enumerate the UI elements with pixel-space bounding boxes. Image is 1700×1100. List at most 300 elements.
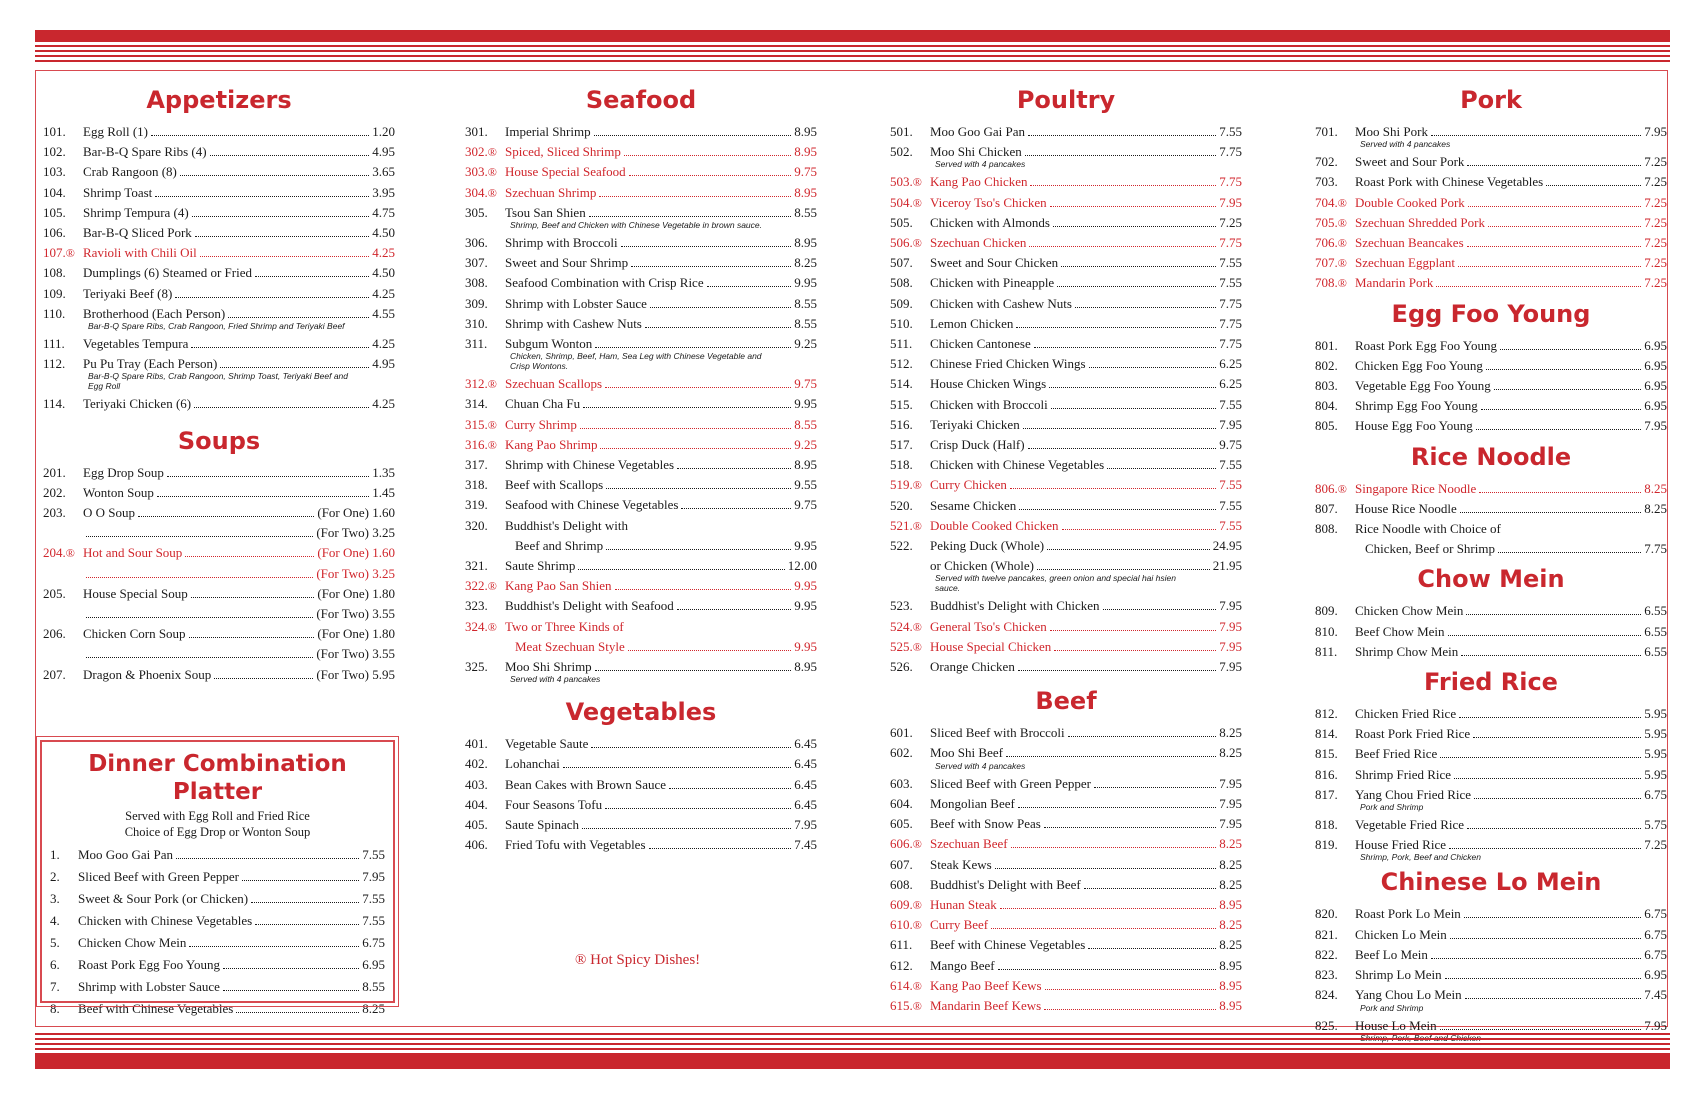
dot-leader: [583, 407, 791, 408]
item-price: 7.55: [1219, 396, 1242, 412]
item-price: 1.45: [372, 484, 395, 500]
item-number-text: 509.: [890, 295, 913, 311]
item-name: Chicken with Chinese Vegetables: [930, 457, 1105, 473]
dot-leader: [631, 266, 791, 267]
dot-leader: [1464, 917, 1641, 918]
item-number-text: 704.: [1315, 194, 1338, 210]
item-price: 7.25: [1219, 214, 1242, 230]
item-number-text: 810.: [1315, 623, 1338, 639]
item-price: 6.75: [1644, 906, 1667, 922]
item-name: Dumplings (6) Steamed or Fried: [83, 265, 252, 281]
item-number-text: 703.: [1315, 174, 1338, 190]
item-price: 7.75: [1219, 295, 1242, 311]
item-price: 8.25: [1219, 937, 1242, 953]
item-note: Served with twelve pancakes, green onion and special hai hsien sauce.: [935, 573, 1176, 594]
item-number: [43, 304, 83, 324]
item-number-text: 522.: [890, 538, 913, 554]
dot-leader: [1034, 347, 1217, 348]
item-name: Steak Kews: [930, 856, 992, 872]
item-number: [465, 475, 505, 495]
item-name: Bar-B-Q Spare Ribs (4): [83, 144, 207, 160]
item-number-text: 204.: [43, 545, 66, 561]
item-price: 4.50: [372, 265, 395, 281]
dot-leader: [1431, 135, 1641, 136]
item-number: [1315, 904, 1355, 924]
menu-item: [1315, 601, 1667, 621]
dot-leader: [200, 256, 369, 257]
item-number: [465, 795, 505, 815]
hot-pepper-icon: ®: [65, 546, 75, 561]
hot-pepper-icon: ®: [1337, 215, 1347, 230]
menu-item: [1315, 152, 1667, 172]
item-number-text: 610.: [890, 917, 913, 933]
item-name: Shrimp with Lobster Sauce: [78, 979, 220, 994]
menu-item: [1315, 519, 1667, 539]
item-price: 7.25: [1644, 275, 1667, 291]
item-name: Fried Tofu with Vegetables: [505, 837, 646, 853]
item-number: [50, 888, 78, 910]
item-number: [1315, 724, 1355, 744]
menu-item: [43, 463, 395, 483]
menu-item: [890, 637, 1242, 657]
menu-section-vegetables: [465, 698, 817, 855]
item-price: 6.95: [1644, 357, 1667, 373]
item-number: [465, 233, 505, 253]
item-price: 6.75: [1644, 926, 1667, 942]
item-number: [43, 183, 83, 203]
dot-leader: [1450, 938, 1642, 939]
item-name: Teriyaki Chicken (6): [83, 396, 192, 412]
item-number-text: 501.: [890, 124, 913, 139]
item-number-text: 615.: [890, 997, 913, 1013]
item-name: Shrimp with Chinese Vegetables: [505, 457, 675, 473]
item-number: [1315, 744, 1355, 764]
item-price: 7.25: [1644, 174, 1667, 190]
menu-item: [890, 193, 1242, 213]
dot-leader: [624, 155, 791, 156]
menu-item: [890, 233, 1242, 253]
item-number-text: 101.: [43, 124, 66, 139]
dot-leader: [1449, 848, 1641, 849]
item-number-text: 112.: [43, 356, 66, 372]
dot-leader: [1049, 387, 1216, 388]
item-name: Chicken Chow Mein: [78, 935, 187, 950]
dot-leader: [151, 135, 369, 136]
item-number: [890, 996, 930, 1016]
dot-leader: [1016, 327, 1216, 328]
item-name: Mandarin Beef Kews: [930, 997, 1042, 1013]
item-number-text: 302.: [465, 144, 488, 160]
item-number: [465, 142, 505, 162]
item-price: 7.95: [1219, 816, 1242, 832]
dot-leader: [189, 946, 359, 947]
item-number: [465, 495, 505, 515]
menu-item: [465, 734, 817, 754]
dot-leader: [1466, 614, 1641, 615]
menu-item: [890, 935, 1242, 955]
item-price: 1.35: [372, 464, 395, 480]
menu-item: [890, 122, 1242, 142]
item-name: Beef with Snow Peas: [930, 816, 1041, 832]
item-number: [43, 463, 83, 483]
item-number-text: 525.: [890, 638, 913, 654]
menu-item: [1315, 642, 1667, 662]
dot-leader: [605, 808, 791, 809]
item-number-text: 517.: [890, 437, 913, 453]
item-number: [465, 203, 505, 223]
section-title: Chinese Lo Mein: [1380, 868, 1602, 897]
dot-leader: [228, 317, 369, 318]
menu-item: [890, 956, 1242, 976]
menu-item: [890, 814, 1242, 834]
item-number-text: 605.: [890, 816, 913, 832]
item-name: Chicken with Cashew Nuts: [930, 295, 1072, 311]
menu-item: [465, 835, 817, 855]
hot-pepper-icon: ®: [912, 478, 922, 493]
item-name: Chicken Cantonese: [930, 336, 1031, 352]
item-price: 9.75: [1219, 437, 1242, 453]
item-number: [465, 657, 505, 677]
section-title: Vegetables: [565, 698, 717, 727]
dot-leader: [649, 848, 792, 849]
item-note: Bar-B-Q Spare Ribs, Crab Rangoon, Fried Shrimp and Teriyaki Beef: [88, 321, 345, 332]
item-number-text: 602.: [890, 745, 913, 761]
menu-item: [465, 754, 817, 774]
item-name: Singapore Rice Noodle: [1355, 480, 1477, 496]
item-price: 6.45: [794, 796, 817, 812]
item-price: 7.55: [1219, 517, 1242, 533]
dot-leader: [1054, 650, 1216, 651]
item-number: [43, 162, 83, 182]
item-number: [465, 556, 505, 576]
menu-item: [1315, 213, 1667, 233]
dot-leader: [605, 387, 791, 388]
item-name: Viceroy Tso's Chicken: [930, 194, 1047, 210]
menu-item: [465, 435, 817, 455]
item-number: [890, 273, 930, 293]
platter-subtitle-2: Choice of Egg Drop or Wonton Soup: [124, 825, 311, 839]
section-title: Poultry: [1016, 86, 1116, 114]
item-name: Szechuan Beef: [930, 836, 1008, 852]
item-number: [465, 294, 505, 314]
item-price: 6.55: [1644, 623, 1667, 639]
menu-item: [1315, 193, 1667, 213]
item-number: [43, 122, 83, 142]
item-number: [1315, 416, 1355, 436]
item-number: [890, 723, 930, 743]
item-number: [890, 142, 930, 162]
item-price: 5.95: [1644, 726, 1667, 742]
item-name: Shrimp Egg Foo Young: [1355, 398, 1478, 414]
dot-leader: [236, 1012, 359, 1013]
item-price: 9.75: [794, 164, 817, 180]
item-price: 8.95: [794, 144, 817, 160]
menu-item: [465, 495, 817, 515]
item-number-text: 511.: [890, 336, 913, 352]
item-number-text: 102.: [43, 144, 66, 160]
item-number: [1315, 704, 1355, 724]
item-name: Wonton Soup: [83, 484, 154, 500]
item-number: [890, 976, 930, 996]
item-name: Shrimp with Broccoli: [505, 235, 618, 251]
item-number: [890, 435, 930, 455]
hot-pepper-icon: ®: [912, 837, 922, 852]
item-number-text: 812.: [1315, 706, 1338, 722]
item-name: Beef Fried Rice: [1355, 746, 1438, 762]
item-number: [890, 172, 930, 192]
menu-item: [890, 895, 1242, 915]
item-name: Chicken with Pineapple: [930, 275, 1055, 291]
hot-pepper-icon: ®: [912, 518, 922, 533]
item-number-text: 823.: [1315, 967, 1338, 983]
item-number-text: 114.: [43, 396, 66, 412]
item-name: Beef Chow Mein: [1355, 623, 1445, 639]
item-number: [465, 253, 505, 273]
hot-pepper-icon: ®: [65, 246, 75, 261]
item-number: [50, 866, 78, 888]
dot-leader: [194, 407, 369, 408]
item-number: [465, 835, 505, 855]
dot-leader: [650, 307, 791, 308]
menu-item: [465, 455, 817, 475]
item-name: Buddhist's Delight with: [505, 517, 628, 533]
dot-leader: [991, 928, 1216, 929]
item-name: Szechuan Shredded Pork: [1355, 214, 1485, 230]
item-price: 7.75: [1219, 336, 1242, 352]
item-number-text: 205.: [43, 585, 66, 601]
item-number: [43, 503, 83, 523]
dot-leader: [138, 516, 314, 517]
item-name: Chicken with Almonds: [930, 214, 1050, 230]
menu-item: [43, 624, 395, 644]
item-number-text: 4.: [50, 913, 60, 928]
dot-leader: [1057, 286, 1216, 287]
item-number-text: 518.: [890, 457, 913, 473]
item-number-text: 825.: [1315, 1017, 1338, 1033]
item-name: Chicken with Chinese Vegetables: [78, 913, 253, 928]
item-number-text: 822.: [1315, 946, 1338, 962]
hot-pepper-icon: ®: [912, 918, 922, 933]
item-number-text: 7.: [50, 979, 60, 994]
item-name: Moo Shi Chicken: [930, 144, 1022, 160]
item-number-text: 109.: [43, 285, 66, 301]
item-note: Served with 4 pancakes: [935, 760, 1026, 771]
platter-title: Dinner Combination Platter: [88, 751, 347, 805]
item-number: [890, 294, 930, 314]
menu-item: [890, 834, 1242, 854]
menu-item: [50, 888, 385, 910]
item-number: [1315, 172, 1355, 192]
item-price: 7.75: [1219, 174, 1242, 190]
item-price: 5.95: [1644, 766, 1667, 782]
menu-section-chow-mein: [1315, 565, 1667, 662]
item-name: Beef with Chinese Vegetables: [930, 937, 1086, 953]
item-name: Lohanchai: [505, 756, 560, 772]
item-name: House Rice Noodle: [1355, 500, 1457, 516]
item-number-text: 203.: [43, 505, 66, 521]
item-number-text: 1.: [50, 847, 60, 862]
item-number-text: 401.: [465, 736, 488, 752]
menu-section-soups: [43, 427, 395, 685]
dinner-combination-platter: [40, 740, 395, 1016]
dot-leader: [594, 135, 792, 136]
item-number-text: 321.: [465, 558, 488, 574]
item-number: [43, 543, 83, 563]
hot-pepper-icon: ®: [575, 952, 587, 968]
dot-leader: [1481, 409, 1641, 410]
item-price: 9.95: [794, 537, 817, 553]
item-price: 9.75: [794, 376, 817, 392]
item-number-text: 308.: [465, 275, 488, 291]
item-number-text: 820.: [1315, 906, 1338, 922]
menu-item: [50, 976, 385, 998]
item-price: 7.25: [1644, 154, 1667, 170]
platter-subtitle: Served with Egg Roll and Fried Rice: [125, 809, 310, 823]
item-name: Buddhist's Delight with Beef: [930, 876, 1081, 892]
dot-leader: [214, 678, 313, 679]
item-number: [465, 775, 505, 795]
menu-item: [43, 223, 395, 243]
dot-leader: [1476, 429, 1642, 430]
section-title: Beef: [1035, 687, 1097, 716]
item-name: Sweet and Sour Shrimp: [505, 255, 629, 271]
menu-item: [890, 723, 1242, 743]
item-number: [43, 354, 83, 374]
dot-leader: [595, 347, 791, 348]
dot-leader: [223, 990, 359, 991]
item-number: [890, 956, 930, 976]
item-name: Egg Drop Soup: [83, 464, 164, 480]
dot-leader: [995, 868, 1217, 869]
item-price: 8.55: [794, 315, 817, 331]
item-number-text: 309.: [465, 295, 488, 311]
item-number: [1315, 519, 1355, 539]
item-number-text: 3.: [50, 891, 60, 906]
dot-leader: [1500, 349, 1641, 350]
menu-item: [1315, 253, 1667, 273]
dot-leader: [155, 196, 369, 197]
hot-pepper-icon: ®: [487, 619, 497, 634]
item-number: [1315, 945, 1355, 965]
item-number: [1315, 499, 1355, 519]
dot-leader: [1473, 737, 1641, 738]
menu-item: [890, 496, 1242, 516]
menu-item: [1315, 765, 1667, 785]
item-price: 8.95: [1219, 896, 1242, 912]
item-name: Brotherhood (Each Person): [83, 305, 226, 321]
item-number: [890, 596, 930, 616]
menu-section-chinese-lo-mein: [1315, 868, 1667, 1042]
dot-leader: [1460, 512, 1641, 513]
item-price: 7.55: [1219, 255, 1242, 271]
item-number-text: 706.: [1315, 235, 1338, 251]
menu-item: [890, 253, 1242, 273]
item-number: [1315, 122, 1355, 142]
dot-leader: [669, 788, 791, 789]
item-number-text: 821.: [1315, 926, 1338, 942]
menu-item: [890, 354, 1242, 374]
item-price: 8.55: [794, 416, 817, 432]
item-price: 8.25: [1219, 725, 1242, 741]
section-title: Fried Rice: [1424, 668, 1558, 697]
item-name: Saute Shrimp: [505, 558, 576, 574]
item-price: 21.95: [1212, 558, 1242, 574]
item-price: 7.25: [1644, 194, 1667, 210]
item-number: [890, 895, 930, 915]
menu-item: [1315, 376, 1667, 396]
item-price: 7.95: [1219, 194, 1242, 210]
dot-leader: [157, 496, 369, 497]
hot-pepper-icon: ®: [487, 377, 497, 392]
item-price: 7.95: [794, 817, 817, 833]
dot-leader: [591, 747, 791, 748]
item-number-text: 6.: [50, 957, 60, 972]
item-number: [465, 415, 505, 435]
item-price: 24.95: [1212, 538, 1242, 554]
menu-item: [43, 183, 395, 203]
item-note: Bar-B-Q Spare Ribs, Crab Rangoon, Shrimp Toast, Teriyaki Beef and Egg Roll: [88, 371, 349, 392]
item-number-text: 310.: [465, 315, 488, 331]
item-number-text: 606.: [890, 836, 913, 852]
item-number: [890, 814, 930, 834]
item-number-text: 607.: [890, 856, 913, 872]
menu-item: [1315, 965, 1667, 985]
item-number-text: 802.: [1315, 357, 1338, 373]
item-number-text: 325.: [465, 659, 488, 675]
dot-leader: [621, 246, 792, 247]
menu-item: [465, 394, 817, 414]
menu-item: [1315, 416, 1667, 436]
item-price: 7.95: [1219, 618, 1242, 634]
dot-leader: [998, 969, 1217, 970]
hot-pepper-icon: ®: [487, 165, 497, 180]
dot-leader: [1045, 989, 1217, 990]
item-name-continued: Meat Szechuan Style: [515, 638, 625, 654]
item-name: Seafood Combination with Crisp Rice: [505, 275, 704, 291]
item-price: 4.25: [372, 285, 395, 301]
item-name: Mongolian Beef: [930, 795, 1015, 811]
dot-leader: [606, 488, 791, 489]
item-number-text: 524.: [890, 618, 913, 634]
item-number: [1315, 965, 1355, 985]
item-price: 4.25: [372, 336, 395, 352]
item-name: Lemon Chicken: [930, 315, 1014, 331]
dot-leader: [1454, 778, 1641, 779]
item-number: [890, 834, 930, 854]
menu-item: [465, 253, 817, 273]
item-number: [465, 576, 505, 596]
item-number: [1315, 785, 1355, 805]
item-name: Peking Duck (Whole): [930, 538, 1045, 554]
menu-item: [43, 523, 395, 543]
item-name: Vegetable Egg Foo Young: [1355, 378, 1491, 394]
item-name: Szechuan Chicken: [930, 235, 1027, 251]
item-number-text: 202.: [43, 484, 66, 500]
item-number: [50, 910, 78, 932]
item-price: 8.25: [1219, 836, 1242, 852]
hot-pepper-icon: ®: [912, 195, 922, 210]
item-price: 6.75: [1644, 786, 1667, 802]
item-price: 7.95: [1219, 638, 1242, 654]
dot-leader: [1047, 549, 1210, 550]
item-number-text: 311.: [465, 336, 488, 352]
dot-leader: [677, 468, 791, 469]
item-number-text: 306.: [465, 235, 488, 251]
item-number: [1315, 642, 1355, 662]
item-price: 6.55: [1644, 603, 1667, 619]
item-number-text: 705.: [1315, 214, 1338, 230]
item-price: 4.50: [372, 225, 395, 241]
